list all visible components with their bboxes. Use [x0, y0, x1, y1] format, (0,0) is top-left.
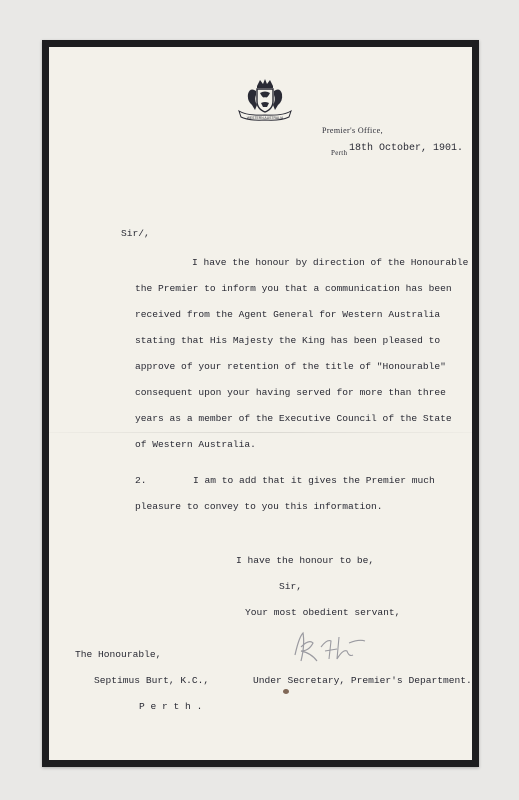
body-line: I am to add that it gives the Premier much [193, 475, 435, 486]
addressee-line: The Honourable, [75, 649, 162, 660]
office-heading: Premier's Office, [322, 126, 383, 135]
salutation: Sir/, [121, 228, 150, 239]
body-line: pleasure to convey to you this information. [135, 501, 383, 512]
crest-caption: WESTERN AUSTRALIA [246, 115, 284, 120]
signatory-title: Under Secretary, Premier's Department. [253, 675, 472, 686]
coat-of-arms-icon [233, 77, 297, 123]
addressee-line: Septimus Burt, K.C., [94, 675, 210, 686]
paragraph-number: 2. [135, 475, 147, 486]
letter-date: 18th October, 1901. [349, 143, 464, 154]
body-line: the Premier to inform you that a communication has been [135, 283, 452, 294]
closing-line: Your most obedient servant, [245, 607, 401, 618]
signature [287, 625, 377, 671]
closing-line: Sir, [279, 581, 303, 592]
closing-line: I have the honour to be, [236, 555, 375, 566]
body-line: stating that His Majesty the King has been pleased to [135, 335, 441, 346]
body-line: of Western Australia. [135, 439, 256, 450]
letter-sheet [42, 40, 479, 767]
ink-smudge [283, 689, 289, 694]
body-line: received from the Agent General for Western Australia [135, 309, 441, 320]
body-line: consequent upon your having served for more than three [135, 387, 446, 398]
body-line: years as a member of the Executive Council of the State [135, 413, 452, 424]
body-line: approve of your retention of the title of "Honourable" [135, 361, 446, 372]
body-line: I have the honour by direction of the Honourable [192, 257, 469, 268]
addressee-line: P e r t h . [139, 701, 203, 712]
place-label: Perth [331, 149, 348, 157]
fold-crease [49, 432, 472, 433]
